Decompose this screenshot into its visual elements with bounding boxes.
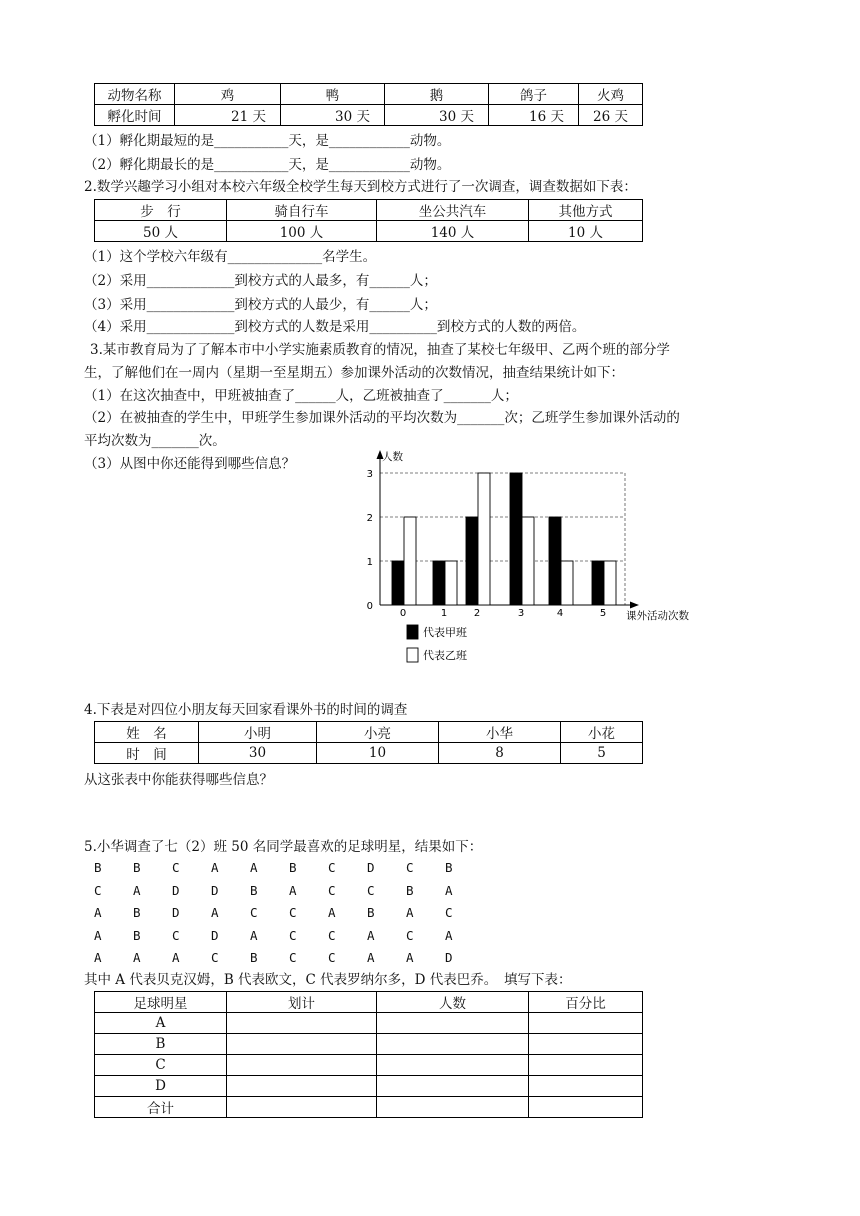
bar	[433, 561, 445, 605]
x-tick-label: 0	[399, 608, 407, 619]
question-title: 3.某市教育局为了了解本市中小学实施素质教育的情况，抽查了某校七年级甲、乙两个班的部分学	[90, 342, 670, 358]
survey-letter: A	[94, 927, 102, 943]
bar	[522, 517, 534, 605]
table-row	[95, 105, 643, 126]
survey-letter: B	[133, 905, 141, 920]
survey-letter: B	[289, 860, 297, 875]
table-cell: 足球明星	[95, 992, 227, 1013]
survey-letter: C	[406, 927, 414, 943]
question-line: （2）孵化期最长的是___________天，是____________动物。	[84, 157, 451, 173]
legend-swatch	[407, 648, 418, 662]
survey-letter: D	[211, 882, 219, 898]
commute-table	[94, 199, 643, 242]
table-cell: 鹅	[385, 84, 489, 105]
survey-letter: B	[250, 950, 258, 965]
table-cell: 30 天	[281, 105, 385, 126]
survey-letter: A	[406, 905, 414, 920]
football-star-table	[94, 991, 643, 1118]
table-cell: 5	[561, 743, 643, 764]
blank-cell[interactable]	[377, 1097, 529, 1118]
survey-letter: B	[367, 905, 375, 920]
table-cell: 鸭	[281, 84, 385, 105]
x-tick-label: 2	[473, 608, 481, 619]
table-cell: 10 人	[529, 221, 643, 242]
y-axis-label: 人数	[382, 451, 403, 463]
table-cell: 16 天	[489, 105, 579, 126]
question-line: （4）采用_____________到校方式的人数是采用__________到校方式的人数的两倍。	[84, 319, 586, 335]
survey-letter: C	[289, 927, 297, 943]
x-axis-label: 课外活动次数	[626, 610, 689, 622]
y-tick-label: 0	[366, 601, 373, 612]
blank-cell[interactable]	[377, 1076, 529, 1097]
blank-cell[interactable]	[377, 1034, 529, 1055]
bar	[445, 561, 457, 605]
y-tick-label: 2	[366, 513, 373, 524]
survey-letter: A	[250, 927, 258, 943]
x-tick-label: 4	[556, 608, 564, 619]
survey-letter: B	[406, 882, 414, 898]
table-cell: 小明	[199, 722, 317, 743]
question-line: （1）这个学校六年级有______________名学生。	[84, 249, 377, 265]
survey-letter: D	[172, 882, 180, 898]
table-cell: D	[95, 1076, 227, 1097]
bar	[466, 517, 478, 605]
blank-cell[interactable]	[529, 1097, 643, 1118]
survey-row	[94, 902, 484, 925]
table-row	[95, 743, 643, 764]
survey-letter: D	[211, 927, 219, 943]
blank-cell[interactable]	[227, 1076, 377, 1097]
table-row	[95, 1076, 643, 1097]
table-cell: A	[95, 1013, 227, 1034]
blank-cell[interactable]	[377, 1055, 529, 1076]
survey-row	[94, 947, 484, 970]
table-cell: 骑自行车	[227, 200, 377, 221]
table-cell: 其他方式	[529, 200, 643, 221]
survey-letter: D	[172, 905, 180, 920]
bar	[510, 473, 522, 605]
survey-letter: B	[133, 927, 141, 943]
table-cell: 小花	[561, 722, 643, 743]
question-line: （2）在被抽查的学生中，甲班学生参加课外活动的平均次数为_______次；乙班学生参加课外活动的	[84, 410, 680, 426]
survey-letter: A	[94, 950, 102, 965]
legend-line: 其中 A 代表贝克汉姆，B 代表欧文，C 代表罗纳尔多，D 代表巴乔。 填写下表：	[84, 972, 572, 988]
table-cell: 动物名称	[95, 84, 175, 105]
survey-letter: C	[328, 950, 336, 965]
question-title: 5.小华调查了七（2）班 50 名同学最喜欢的足球明星，结果如下：	[84, 839, 483, 855]
survey-letter: B	[94, 860, 102, 875]
survey-letter: C	[250, 905, 258, 920]
survey-letter: D	[367, 860, 375, 875]
table-cell: 10	[317, 743, 439, 764]
table-cell: 50 人	[95, 221, 227, 242]
table-cell: 21 天	[175, 105, 281, 126]
bar	[478, 473, 490, 605]
blank-cell[interactable]	[377, 1013, 529, 1034]
table-row	[95, 200, 643, 221]
blank-cell[interactable]	[529, 1076, 643, 1097]
hatching-table	[94, 83, 643, 126]
survey-letter: C	[172, 927, 180, 943]
table-cell: 时 间	[95, 743, 199, 764]
table-cell: 姓 名	[95, 722, 199, 743]
survey-letter: A	[445, 882, 453, 898]
survey-letter: C	[406, 860, 414, 875]
survey-letter: C	[328, 860, 336, 875]
table-cell: 8	[439, 743, 561, 764]
survey-row	[94, 880, 484, 903]
survey-letter: A	[367, 950, 375, 965]
survey-letter: D	[445, 950, 453, 965]
table-row	[95, 221, 643, 242]
bar	[404, 517, 416, 605]
blank-cell[interactable]	[529, 1055, 643, 1076]
survey-letter: B	[133, 860, 141, 875]
table-row	[95, 1013, 643, 1034]
x-tick-label: 1	[440, 608, 448, 619]
question-title: 2.数学兴趣学习小组对本校六年级全校学生每天到校方式进行了一次调查，调查数据如下表：	[84, 179, 637, 195]
y-tick-label: 3	[366, 469, 373, 480]
table-cell: 百分比	[529, 992, 643, 1013]
survey-letter: C	[328, 927, 336, 943]
table-cell: 鸽子	[489, 84, 579, 105]
survey-letter: C	[289, 905, 297, 920]
table-cell: 30 天	[385, 105, 489, 126]
survey-letter: A	[406, 950, 414, 965]
legend-label: 代表甲班	[423, 626, 467, 639]
table-cell: B	[95, 1034, 227, 1055]
bar	[592, 561, 604, 605]
question-line: 从这张表中你能获得哪些信息？	[84, 772, 273, 788]
survey-letter: A	[211, 905, 219, 920]
question-title: 4.下表是对四位小朋友每天回家看课外书的时间的调查	[84, 702, 408, 718]
survey-letters	[94, 857, 484, 970]
table-cell: C	[95, 1055, 227, 1076]
table-row	[95, 992, 643, 1013]
table-cell: 100 人	[227, 221, 377, 242]
table-cell: 合计	[95, 1097, 227, 1118]
bar	[604, 561, 616, 605]
table-cell: 孵化时间	[95, 105, 175, 126]
legend-swatch	[407, 625, 418, 639]
survey-letter: C	[445, 905, 453, 920]
question-line: （1）孵化期最短的是___________天，是____________动物。	[84, 133, 451, 149]
survey-letter: A	[94, 905, 102, 920]
survey-row	[94, 857, 484, 880]
table-row	[95, 1097, 643, 1118]
survey-letter: C	[94, 882, 102, 898]
table-cell: 140 人	[377, 221, 529, 242]
question-line: （2）采用_____________到校方式的人最多，有______人；	[84, 273, 437, 289]
table-cell: 步 行	[95, 200, 227, 221]
y-tick-label: 1	[366, 557, 373, 568]
table-cell: 鸡	[175, 84, 281, 105]
blank-cell[interactable]	[227, 1013, 377, 1034]
survey-letter: C	[211, 950, 219, 965]
table-cell: 小亮	[317, 722, 439, 743]
survey-letter: A	[211, 860, 219, 875]
survey-letter: A	[445, 927, 453, 943]
survey-letter: A	[328, 905, 336, 920]
question-line: （3）从图中你还能得到哪些信息？	[84, 456, 296, 472]
table-cell: 划计	[227, 992, 377, 1013]
survey-letter: B	[445, 860, 453, 875]
table-cell: 坐公共汽车	[377, 200, 529, 221]
legend-label: 代表乙班	[423, 649, 467, 662]
blank-cell[interactable]	[227, 1034, 377, 1055]
bar	[561, 561, 573, 605]
table-row	[95, 84, 643, 105]
survey-letter: A	[367, 927, 375, 943]
x-tick-label: 3	[517, 608, 525, 619]
table-cell: 26 天	[579, 105, 643, 126]
survey-letter: A	[133, 950, 141, 965]
survey-letter: A	[172, 950, 180, 965]
table-cell: 火鸡	[579, 84, 643, 105]
bar	[549, 517, 561, 605]
question-line: （1）在这次抽查中，甲班被抽查了______人，乙班被抽查了_______人；	[84, 388, 518, 404]
table-row	[95, 722, 643, 743]
survey-letter: A	[133, 882, 141, 898]
activity-bar-chart	[360, 445, 720, 675]
table-cell: 30	[199, 743, 317, 764]
survey-letter: B	[250, 882, 258, 898]
bar	[392, 561, 404, 605]
blank-cell[interactable]	[529, 1013, 643, 1034]
survey-letter: A	[250, 860, 258, 875]
x-axis-arrow	[630, 602, 639, 609]
survey-letter: C	[289, 950, 297, 965]
question-line: （3）采用_____________到校方式的人最少，有______人；	[84, 297, 437, 313]
x-tick-label: 5	[599, 608, 607, 619]
survey-letter: C	[328, 882, 336, 898]
blank-cell[interactable]	[227, 1055, 377, 1076]
table-row	[95, 1034, 643, 1055]
survey-row	[94, 925, 484, 948]
question-line: 生，了解他们在一周内（星期一至星期五）参加课外活动的次数情况，抽查结果统计如下：	[84, 365, 624, 381]
blank-cell[interactable]	[227, 1097, 377, 1118]
reading-time-table	[94, 721, 643, 764]
question-line: 平均次数为_______次。	[84, 433, 226, 449]
survey-letter: C	[367, 882, 375, 898]
survey-letter: A	[289, 882, 297, 898]
table-row	[95, 1055, 643, 1076]
table-cell: 小华	[439, 722, 561, 743]
survey-letter: C	[172, 860, 180, 875]
blank-cell[interactable]	[529, 1034, 643, 1055]
table-cell: 人数	[377, 992, 529, 1013]
